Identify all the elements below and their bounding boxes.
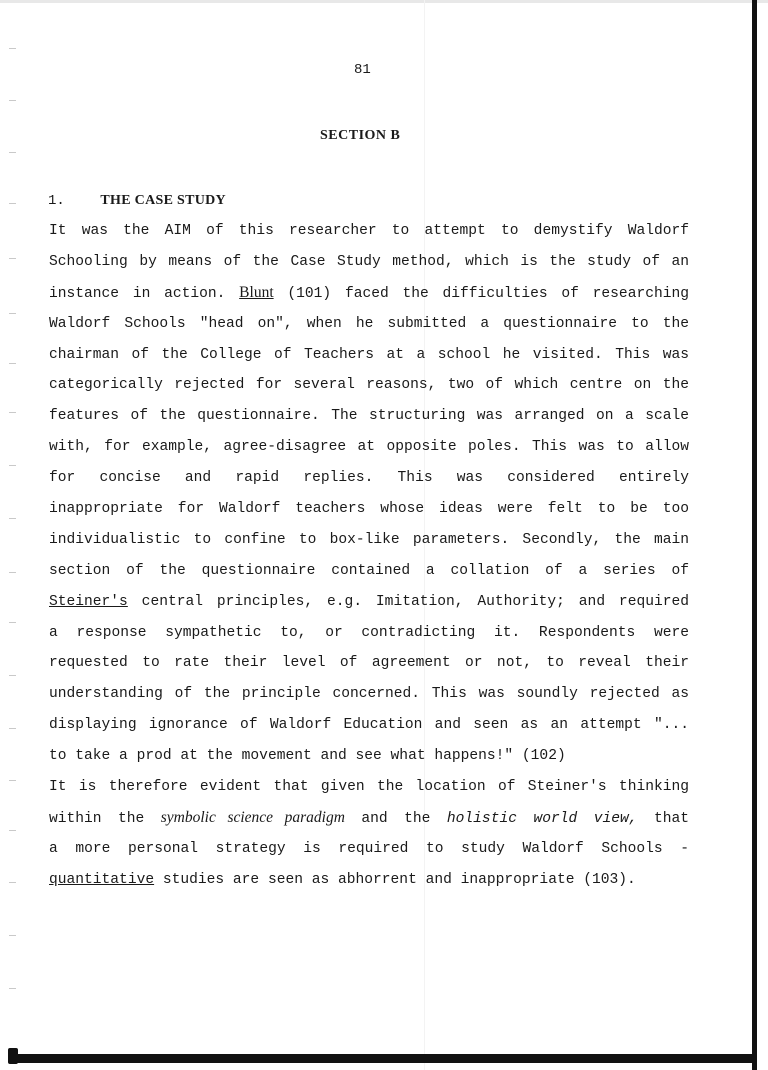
text-line bbox=[49, 278, 689, 309]
margin-mark bbox=[9, 780, 16, 781]
margin-mark bbox=[9, 518, 16, 519]
margin-mark bbox=[9, 935, 16, 936]
underlined-term: quantitative bbox=[49, 871, 155, 888]
margin-mark bbox=[9, 572, 16, 573]
case-study-heading bbox=[48, 193, 226, 209]
text-run: central principles, e.g. Imitation, Authority; and required bbox=[127, 593, 689, 610]
scan-top-edge bbox=[0, 0, 768, 3]
text-line bbox=[49, 865, 689, 896]
text-run: that bbox=[637, 810, 690, 827]
margin-mark bbox=[9, 728, 16, 729]
margin-mark bbox=[9, 258, 16, 259]
margin-mark bbox=[9, 48, 16, 49]
text-line: section of the questionnaire contained a collation of a series of bbox=[49, 562, 689, 579]
margin-mark bbox=[9, 675, 16, 676]
text-line: a more personal strategy is required to study Waldorf Schools - bbox=[49, 840, 689, 857]
margin-mark bbox=[9, 830, 16, 831]
text-line: understanding of the principle concerned. This was soundly rejected as bbox=[49, 686, 689, 703]
margin-mark bbox=[9, 622, 16, 623]
text-line: It is therefore evident that given the location of Steiner's thinking bbox=[49, 779, 689, 796]
text-line: Waldorf Schools "head on", when he submitted a questionnaire to the bbox=[49, 315, 689, 332]
text-run: within the bbox=[49, 810, 161, 827]
text-line: features of the questionnaire. The structuring was arranged on a scale bbox=[49, 408, 689, 425]
text-line: It was the AIM of this researcher to attempt to demystify Waldorf bbox=[49, 223, 689, 239]
margin-mark bbox=[9, 363, 16, 364]
text-run: instance in action. bbox=[49, 285, 240, 302]
text-line: requested to rate their level of agreement or not, to reveal their bbox=[49, 655, 689, 672]
text-run: and the bbox=[344, 810, 447, 827]
text-run: (101) faced the difficulties of researching bbox=[273, 285, 689, 302]
margin-mark bbox=[9, 313, 16, 314]
text-line: with, for example, agree-disagree at opposite poles. This was to allow bbox=[49, 439, 689, 456]
text-line: Schooling by means of the Case Study method, which is the study of an bbox=[49, 253, 689, 270]
body-text bbox=[49, 216, 689, 896]
text-line: inappropriate for Waldorf teachers whose ideas were felt to be too bbox=[49, 501, 689, 518]
text-line bbox=[49, 587, 689, 618]
text-line bbox=[49, 803, 689, 834]
margin-mark bbox=[9, 203, 16, 204]
margin-mark bbox=[9, 465, 16, 466]
heading-number: 1. bbox=[48, 193, 65, 209]
margin-mark bbox=[9, 988, 16, 989]
text-line: chairman of the College of Teachers at a school he visited. This was bbox=[49, 346, 689, 363]
text-line: individualistic to confine to box-like parameters. Secondly, the main bbox=[49, 531, 689, 548]
section-title: SECTION B bbox=[320, 128, 401, 143]
text-line: a response sympathetic to, or contradicting it. Respondents were bbox=[49, 624, 689, 641]
heading-title: THE CASE STUDY bbox=[100, 193, 226, 208]
margin-mark bbox=[9, 100, 16, 101]
text-line: for concise and rapid replies. This was considered entirely bbox=[49, 470, 689, 487]
text-line: categorically rejected for several reasons, two of which centre on the bbox=[49, 377, 689, 394]
margin-mark bbox=[9, 882, 16, 883]
italic-term: holistic world view, bbox=[446, 810, 638, 827]
author-citation-steiner: Steiner's bbox=[49, 593, 128, 610]
italic-term: symbolic science paradigm bbox=[160, 808, 345, 826]
scan-bottom-edge bbox=[14, 1054, 757, 1063]
scan-right-edge bbox=[752, 0, 757, 1070]
text-line: displaying ignorance of Waldorf Education and seen as an attempt "... bbox=[49, 717, 689, 734]
text-line: to take a prod at the movement and see what happens!" (102) bbox=[49, 748, 566, 765]
page-number: 81 bbox=[354, 62, 371, 78]
margin-mark bbox=[9, 152, 16, 153]
margin-mark bbox=[9, 412, 16, 413]
author-citation-blunt: Blunt bbox=[239, 283, 274, 301]
text-run: studies are seen as abhorrent and inappropriate (103). bbox=[154, 871, 636, 888]
